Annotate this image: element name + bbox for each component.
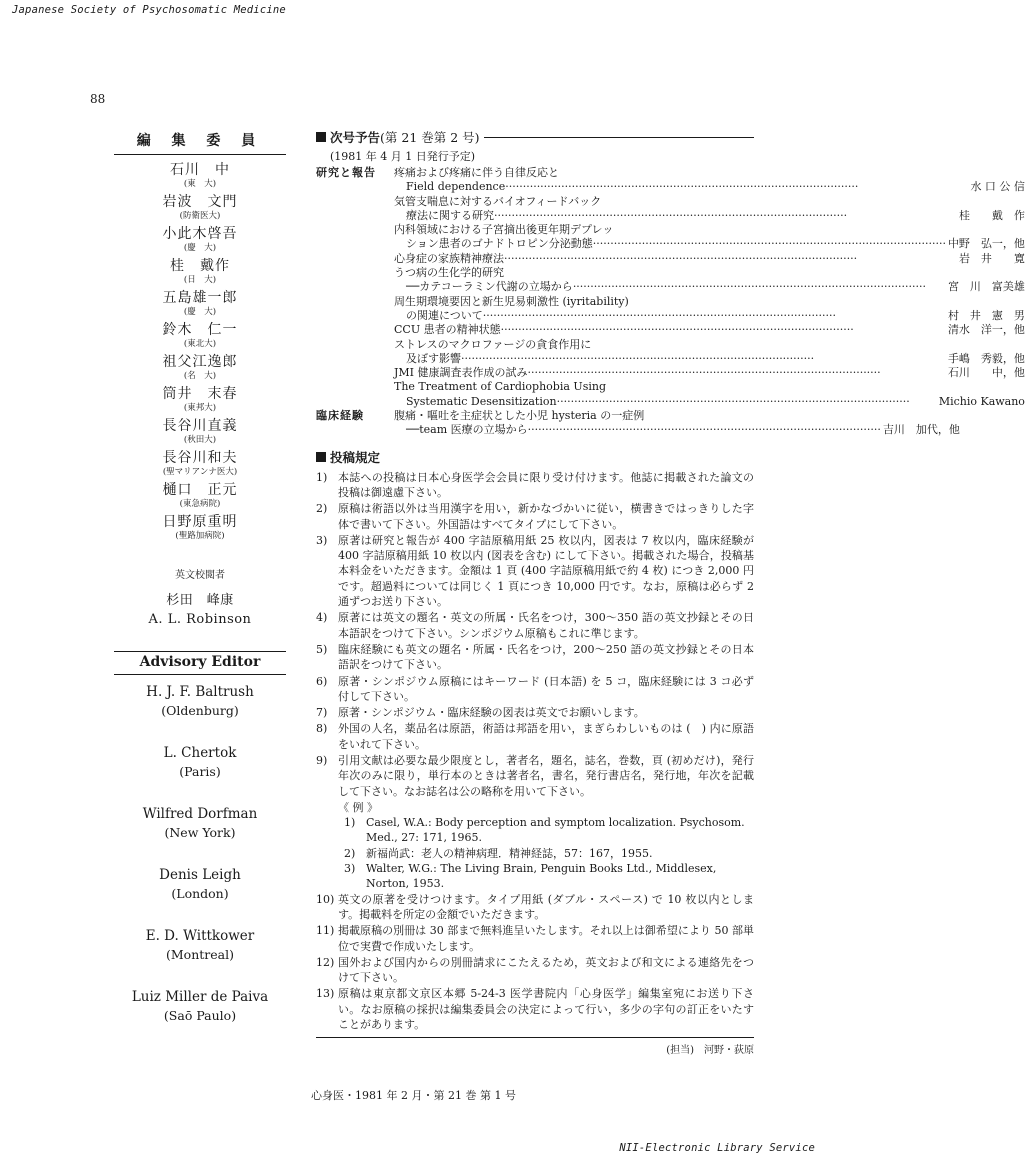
toc-title: 周生期環境要因と新生児易刺激性 (iyritability)	[394, 294, 629, 308]
toc-author: 水 口 公 信	[970, 180, 1025, 194]
toc-line	[394, 380, 1025, 394]
member-name: 長谷川和夫	[162, 450, 238, 466]
advisory-editor-place: (Saō Paulo)	[163, 1008, 237, 1023]
rule-text: 掲載原稿の別冊は 30 部まで無料進呈いたします。それ以上は御希望により 50 部単位で実費で作成いたします。	[338, 924, 754, 953]
toc-title: The Treatment of Cardiophobia Using	[394, 380, 606, 394]
member-affiliation: (聖路加病院)	[175, 531, 225, 541]
dot-leader	[593, 237, 946, 251]
toc-line	[394, 309, 1025, 323]
advisory-editor	[100, 927, 300, 964]
advisory-editor-place: (Montreal)	[166, 947, 234, 962]
rule-item	[316, 642, 754, 673]
editorial-member	[100, 321, 300, 350]
toc-author: 清水 洋一，他	[947, 323, 1025, 337]
rule-text: 国外および国内からの別冊請求にこたえるため，英文および和文による連絡先をつけて下さい。	[338, 955, 754, 985]
rule-number: 7)	[316, 706, 328, 720]
dot-leader	[573, 280, 946, 294]
member-name: 長谷川直義	[162, 418, 238, 434]
example-number: 3)	[344, 862, 356, 876]
editorial-member	[100, 417, 300, 446]
member-name: 祖父江逸郎	[162, 354, 238, 370]
toc-title: ストレスのマクロファージの貪食作用に	[394, 337, 592, 351]
rule-item	[316, 892, 754, 923]
toc-line	[394, 252, 1025, 266]
advisory-editor	[100, 866, 300, 903]
heading-rule	[484, 137, 754, 138]
toc-title: Field dependence	[406, 180, 506, 194]
advisory-editor-name: H. J. F. Baltrush	[146, 684, 254, 700]
clinical-list	[394, 409, 960, 438]
toc-line	[394, 209, 1025, 223]
member-affiliation: (秋田大)	[183, 435, 217, 445]
rule-item	[316, 533, 754, 609]
submission-rules-heading	[316, 448, 754, 466]
nii-footer: NII-Electronic Library Service	[619, 1142, 815, 1154]
editorial-column	[100, 130, 300, 1049]
rule-number: 11)	[316, 924, 335, 938]
proofreader-name: A. L. Robinson	[148, 612, 252, 627]
toc-line	[394, 423, 960, 437]
toc-author: Michio Kawano	[938, 394, 1025, 408]
next-issue-heading	[316, 128, 754, 146]
editorial-member	[100, 257, 300, 286]
toc-title: JMI 健康調査表作成の試み	[394, 366, 528, 380]
rule-text: 原稿は術語以外は当用漢字を用い，新かなづかいに従い，横書きではっきりした字体で書いて下さい。外国語はすべてタイプにして下さい。	[338, 502, 754, 531]
example-text: Walter, W.G.: The Living Brain, Penguin Books Ltd., Middlesex, Norton, 1953.	[366, 862, 717, 891]
research-section	[316, 166, 1025, 409]
rule-number: 4)	[316, 611, 328, 625]
member-affiliation: (慶 大)	[183, 243, 217, 253]
member-affiliation: (慶 大)	[183, 307, 217, 317]
rule-number: 10)	[316, 892, 335, 906]
proofreader-title: 英文校閲者	[175, 570, 225, 581]
toc-author: 桂 戴 作	[958, 208, 1025, 222]
main-column	[316, 128, 1025, 1057]
toc-author: 中野 弘一，他	[947, 237, 1025, 251]
advisory-editor	[100, 988, 300, 1025]
dot-leader	[504, 252, 957, 266]
rule-number: 12)	[316, 955, 335, 969]
toc-line	[394, 166, 1025, 180]
member-affiliation: (東北大)	[183, 339, 217, 349]
advisory-editor-title: Advisory Editor	[114, 651, 286, 675]
dot-leader	[505, 180, 968, 194]
submission-rules-list	[316, 470, 754, 1033]
toc-line	[394, 237, 1025, 251]
rule-item	[316, 501, 754, 532]
in-charge-note: (担当) 河野・荻原	[666, 1045, 754, 1057]
advisory-editor-name: Denis Leigh	[159, 867, 241, 883]
rule-text: 外国の人名，薬品名は原語，術語は邦語を用い，まぎらわしいものは ( ) 内に原語をいれて下さい。	[338, 722, 754, 751]
example-number: 2)	[344, 846, 356, 860]
rule-number: 9)	[316, 753, 328, 767]
advisory-editor	[100, 744, 300, 781]
example-label: 《 例 》	[338, 800, 378, 814]
rule-text: 本誌への投稿は日本心身医学会会員に限り受け付けます。他誌に掲載された論文の投稿は御遠慮下さい。	[338, 470, 754, 499]
rule-number: 2)	[316, 502, 328, 516]
rule-item	[316, 610, 754, 641]
member-name: 日野原重明	[162, 514, 238, 530]
toc-line	[394, 295, 1025, 309]
toc-line	[394, 223, 1025, 237]
next-issue-date: (1981 年 4 月 1 日発行予定)	[330, 150, 476, 163]
toc-line	[394, 409, 960, 423]
member-affiliation: (東邦大)	[183, 403, 217, 413]
editorial-member	[100, 385, 300, 414]
rule-item	[316, 674, 754, 705]
toc-line	[394, 180, 1025, 194]
dot-leader	[501, 323, 946, 337]
member-name: 五島雄一郎	[162, 290, 238, 306]
clinical-section	[316, 409, 960, 438]
toc-line	[394, 195, 1025, 209]
member-affiliation: (防衛医大)	[179, 211, 221, 221]
advisory-editor	[100, 683, 300, 720]
toc-author: 宮 川 富美雄	[947, 280, 1025, 294]
clinical-label: 臨床経験	[316, 409, 364, 423]
journal-citation: 心身医・1981 年 2 月・第 21 巻 第 1 号	[311, 1089, 516, 1102]
advisory-editor-list	[100, 683, 300, 1025]
rule-number: 1)	[316, 470, 328, 484]
society-header: Japanese Society of Psychosomatic Medicine	[12, 4, 286, 16]
example-text: Casel, W.A.: Body perception and symptom localization. Psychosom. Med., 27: 171, 1965.	[366, 816, 745, 845]
rule-number: 3)	[316, 533, 328, 547]
reference-example	[316, 846, 754, 861]
toc-title: うつ病の生化学的研究	[394, 266, 504, 280]
toc-title: の関連について	[406, 308, 483, 322]
member-name: 石川 中	[170, 162, 230, 178]
toc-author: 吉川 加代，他	[882, 423, 960, 437]
toc-line	[394, 338, 1025, 352]
toc-author: 石川 中，他	[947, 366, 1025, 380]
proofreader-name: 杉田 峰康	[166, 593, 234, 608]
toc-title: 心身症の家族精神療法	[394, 251, 504, 265]
advisory-editor	[100, 805, 300, 842]
advisory-editor-place: (Paris)	[179, 764, 221, 779]
toc-title: CCU 患者の精神状態	[394, 323, 501, 337]
dot-leader	[557, 395, 937, 409]
rule-text: 原稿は東京都文京区本郷 5-24-3 医学書院内「心身医学」編集室宛にお送り下さい。なお原稿の採択は編集委員会の決定によって行い，多少の字句の訂正をいたすことがあります。	[338, 987, 754, 1032]
research-label: 研究と報告	[316, 166, 376, 179]
rule-item	[316, 923, 754, 954]
toc-title: 内科領域における子宮摘出後更年期デプレッ	[394, 223, 614, 237]
rule-item	[316, 470, 754, 501]
rule-item	[316, 955, 754, 986]
rule-number: 6)	[316, 674, 328, 688]
square-bullet-icon	[316, 132, 326, 142]
editorial-member	[100, 353, 300, 382]
dot-leader	[528, 366, 946, 380]
rule-item	[316, 721, 754, 752]
dot-leader	[461, 352, 946, 366]
rule-number: 13)	[316, 987, 335, 1001]
member-affiliation: (聖マリアンナ医大)	[162, 467, 238, 477]
square-bullet-icon	[316, 452, 326, 462]
editorial-member	[100, 449, 300, 478]
advisory-editor-name: L. Chertok	[163, 745, 237, 761]
advisory-editor-name: Luiz Miller de Paiva	[131, 989, 269, 1005]
rule-text: 臨床経験にも英文の題名・所属・氏名をつけ，200〜250 語の英文抄録とその日本語訳をつけて下さい。	[338, 642, 754, 672]
toc-title: Systematic Desensitization	[406, 394, 557, 408]
reference-example	[316, 861, 754, 892]
advisory-editor-name: Wilfred Dorfman	[142, 806, 258, 822]
dot-leader	[483, 309, 946, 323]
member-name: 岩波 文門	[162, 194, 238, 210]
dot-leader	[494, 209, 957, 223]
toc-title: 疼痛および疼痛に伴う自律反応と	[394, 166, 559, 179]
toc-title: 療法に関する研究	[406, 208, 494, 222]
editorial-member	[100, 161, 300, 190]
editorial-member	[100, 193, 300, 222]
toc-line	[394, 323, 1025, 337]
member-name: 樋口 正元	[162, 482, 238, 498]
rule-number: 8)	[316, 722, 328, 736]
toc-author: 岩 井 寛	[958, 251, 1025, 265]
member-name: 桂 戴作	[170, 258, 230, 274]
example-text: 新福尚武：老人の精神病理．精神経誌，57：167，1955.	[366, 846, 653, 860]
dot-leader	[528, 423, 881, 437]
rule-text: 引用文献は必要な最少限度とし，著者名，題名，誌名，巻数，頁 (初めだけ)，発行年次のみに限り，単行本のときは著者名，書名，発行書店名，発行地，年次を記載して下さい。なお誌名は公の略称を用いて下さい。	[338, 753, 754, 798]
rule-text: 原著には英文の題名・英文の所属・氏名をつけ，300〜350 語の英文抄録とその日本語訳をつけて下さい。シンポジウム原稿もこれに準じます。	[338, 611, 754, 640]
toc-author: 村 井 憲 男	[947, 308, 1025, 322]
toc-line	[394, 395, 1025, 409]
advisory-editor-place: (New York)	[164, 825, 236, 840]
advisory-editor-name: E. D. Wittkower	[145, 928, 255, 944]
editorial-member-list	[100, 161, 300, 542]
rule-text: 原著・シンポジウム原稿にはキーワード (日本語) を 5 コ，臨床経験には 3 コ必ず付して下さい。	[338, 674, 754, 703]
rule-item	[316, 986, 754, 1032]
member-name: 小此木啓吾	[162, 226, 238, 242]
editorial-member	[100, 225, 300, 254]
editorial-board-title: 編 集 委 員	[114, 130, 286, 155]
toc-title: 腹痛・嘔吐を主症状とした小児 hysteria の一症例	[394, 409, 645, 423]
toc-line	[394, 352, 1025, 366]
rule-text: 原著は研究と報告が 400 字詰原稿用紙 25 枚以内，図表は 7 枚以内，臨床経験が 400 字詰原稿用紙 10 枚以内 (図表を含む) にして下さい。掲載された場合，投稿基本料金をいただきます。金額は 1 頁 (400 字詰原稿用紙で約 4 枚) につき 2,000 円です。超過料については同じく 1 頁につき 10,000 円です。なお，原稿は必らず 2 通ずつお送り下さい。	[338, 533, 754, 609]
research-list	[394, 166, 1025, 409]
member-name: 筒井 末春	[162, 386, 238, 402]
rule-item	[316, 753, 754, 799]
next-issue-volume: (第 21 巻第 2 号)	[380, 130, 480, 145]
rule-text: 原著・シンポジウム・臨床経験の図表は英文でお願いします。	[338, 706, 645, 720]
toc-title: 及ぼす影響	[406, 351, 461, 365]
member-affiliation: (名 大)	[183, 371, 217, 381]
editorial-member	[100, 513, 300, 542]
toc-title: ──team 医療の立場から	[406, 423, 528, 437]
reference-example	[316, 815, 754, 846]
toc-line	[394, 266, 1025, 280]
next-issue-title: 次号予告	[330, 130, 381, 145]
rule-item	[316, 705, 754, 720]
rule-number: 5)	[316, 642, 328, 656]
rule-text: 英文の原著を受けつけます。タイプ用紙 (ダブル・スペース) で 10 枚以内とします。掲載料を所定の金額でいただきます。	[338, 892, 754, 921]
bottom-rule	[316, 1037, 754, 1038]
toc-title: ──カテコーラミン代謝の立場から	[406, 280, 573, 294]
page-number: 88	[90, 92, 106, 106]
toc-title: 気管支喘息に対するバイオフィードバック	[394, 194, 602, 208]
example-number: 1)	[344, 816, 356, 830]
editorial-member	[100, 481, 300, 510]
member-name: 鈴木 仁一	[162, 322, 238, 338]
toc-line	[394, 366, 1025, 380]
editorial-member	[100, 289, 300, 318]
advisory-editor-place: (London)	[171, 886, 229, 901]
member-affiliation: (日 大)	[183, 275, 217, 285]
toc-line	[394, 280, 1025, 294]
advisory-editor-place: (Oldenburg)	[161, 703, 239, 718]
toc-title: ション患者のゴナドトロピン分泌動態	[406, 237, 593, 251]
member-affiliation: (東急病院)	[179, 499, 221, 509]
member-affiliation: (東 大)	[183, 179, 217, 189]
submission-rules-title: 投稿規定	[330, 449, 381, 465]
toc-author: 手嶋 秀毅，他	[947, 351, 1025, 365]
